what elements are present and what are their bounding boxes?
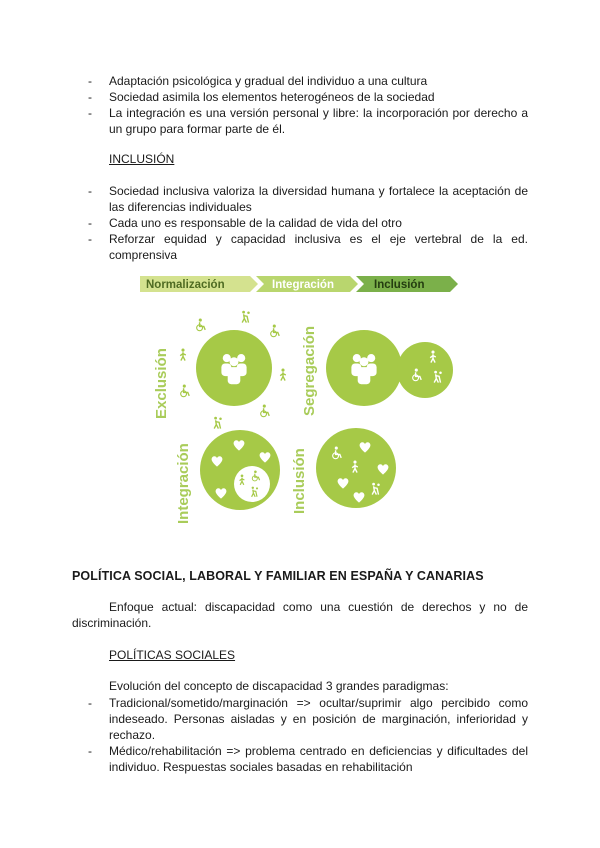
list-item: - Reforzar equidad y capacidad inclusiva es el eje vertebral de la ed. comprensiva (90, 231, 528, 263)
list-item: - Sociedad inclusiva valoriza la diversidad humana y fortalece la aceptación de las diferencias individuales (90, 183, 528, 215)
walker-icon (280, 369, 286, 381)
list-item: - La integración es una versión personal y libre: la incorporación por derecho a un grupo para formar parte de él. (90, 105, 528, 137)
walker-icon (180, 349, 186, 361)
panel-label-integracion: Integración (175, 443, 192, 524)
politicas-heading: POLÍTICAS SOCIALES (109, 648, 236, 662)
elder-icon (214, 417, 222, 429)
list-item: - Sociedad asimila los elementos heterogéneos de la sociedad (90, 89, 528, 105)
list-item: - Cada uno es responsable de la calidad de vida del otro (90, 215, 528, 231)
enfoque-paragraph (72, 599, 528, 631)
panel-label-segregacion: Segregación (301, 325, 318, 416)
list-item: - Adaptación psicológica y gradual del individuo a una cultura (90, 73, 528, 89)
list-item: - Tradicional/sometido/marginación => ocultar/suprimir algo percibido como indeseado. Personas aisladas y en posición de marginación, inferioridad y rechazo. (90, 695, 528, 743)
stage-arrow-integracion (256, 276, 358, 292)
inclusion-list (90, 183, 528, 263)
arrow-label: Integración (272, 279, 334, 291)
integration-list (90, 73, 528, 137)
arrow-label: Inclusión (374, 279, 425, 291)
stage-arrow-inclusion (356, 276, 458, 292)
elder-icon (242, 311, 250, 323)
section-title: POLÍTICA SOCIAL, LABORAL Y FAMILIAR EN ESPAÑA Y CANARIAS (72, 569, 484, 583)
wheelchair-icon (197, 319, 206, 331)
arrow-label: Normalización (146, 279, 225, 291)
panel-label-inclusion: Inclusión (291, 448, 308, 514)
wheelchair-icon (261, 405, 270, 417)
evolucion-text: Evolución del concepto de discapacidad 3 grandes paradigmas: (109, 679, 449, 693)
enfoque-text: Enfoque actual: discapacidad como una cuestión de derechos y no de discriminación. (72, 600, 528, 630)
segregated-group-circle (397, 342, 453, 398)
wheelchair-icon (271, 325, 280, 337)
wheelchair-icon (181, 385, 190, 397)
panel-label-exclusion: Exclusión (153, 348, 170, 419)
stage-arrow-normalizacion (140, 276, 258, 292)
paradigmas-list (90, 695, 528, 775)
inclusion-heading: INCLUSIÓN (109, 152, 175, 166)
inclusion-diagram (130, 268, 470, 538)
list-item: - Médico/rehabilitación => problema centrado en deficiencias y dificultades del individuo. Respuestas sociales basadas en rehabilitación (90, 743, 528, 775)
